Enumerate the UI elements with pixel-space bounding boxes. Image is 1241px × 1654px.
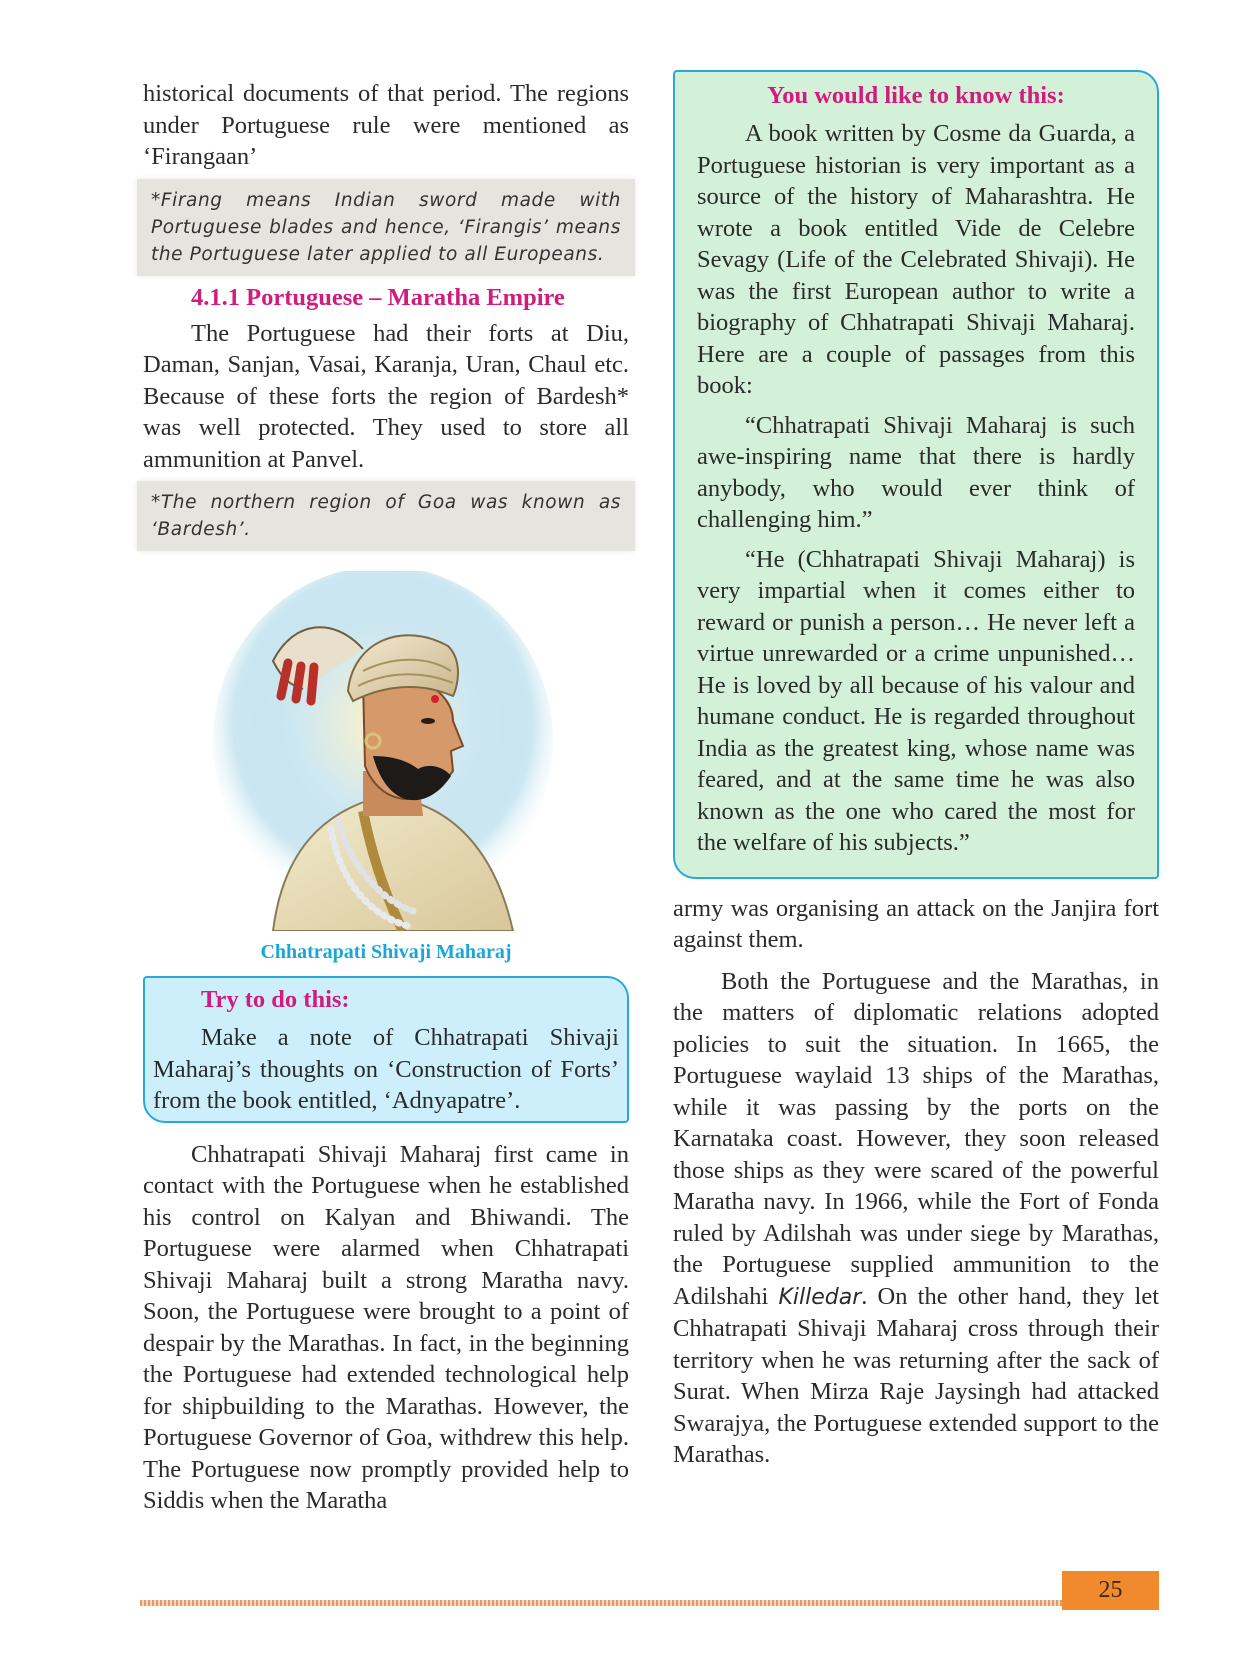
left-column (143, 78, 629, 1517)
right-column (673, 78, 1159, 1471)
know-box-paragraph-1: A book written by Cosme da Guarda, a Portuguese historian is very important as a source of the history of Maharashtra. He wrote a book entitled Vide de Celebre Sevagy (Life of the Celebrated Shivaji). He was the first European author to write a biography of Chhatrapati Shivaji Maharaj. Here are a couple of passages from this book: (697, 120, 1135, 399)
know-box-quote-1: “Chhatrapati Shivaji Maharaj is such awe-inspiring name that there is hardly anybody, who would ever think of challenging him.” (697, 411, 1135, 533)
portrait-figure (143, 571, 629, 931)
paragraph-forts: The Portuguese had their forts at Diu, Daman, Sanjan, Vasai, Karanja, Uran, Chaul etc. Because of these forts the region of Bardesh* was well protected. They used to store all ammunition at Panvel. (143, 319, 629, 473)
try-box-text: Make a note of Chhatrapati Shivaji Maharaj’s thoughts on ‘Construction of Forts’ from the book entitled, ‘Adnyapatre’. (153, 1024, 619, 1114)
footnote-firang: *Firang means Indian sword made with Portuguese blades and hence, ‘Firangis’ means the Portuguese later applied to all Europeans. (137, 179, 635, 276)
diplomacy-text-end: . On the other hand, they let Chhatrapati Shivaji Maharaj cross through their territory when he was returning after the sack of Surat. When Mirza Raje Jaysingh had attacked Swarajya, the Portuguese extended support to the Marathas. (673, 1282, 1159, 1468)
know-box-quote-2: “He (Chhatrapati Shivaji Maharaj) is very impartial when it comes either to reward or punish a person… He never left a virtue unrewarded or a crime unpunished… He is loved by all because of his valour and humane conduct. He is regarded throughout India as the greatest king, whose name was feared, and at the same time he was also known as the one who cared the most for the welfare of his subjects.” (697, 545, 1135, 856)
footer-rule (140, 1600, 1062, 1606)
shivaji-portrait-illustration (213, 571, 553, 931)
know-this-box (673, 70, 1159, 879)
paragraph-contact: Chhatrapati Shivaji Maharaj first came in contact with the Portuguese when he established his control on Kalyan and Bhiwandi. The Portuguese were alarmed when Chhatrapati Shivaji Maharaj built a strong Maratha navy. Soon, the Portuguese were brought to a point of despair by the Marathas. In fact, in the beginning the Portuguese had extended technological help for shipbuilding to the Marathas. However, the Portuguese Governor of Goa, withdrew this help. The Portuguese now promptly provided help to Siddis when the Maratha (143, 1140, 629, 1514)
paragraph-janjira: army was organising an attack on the Janjira fort against them. (673, 894, 1159, 953)
try-to-do-box (143, 976, 629, 1123)
term-killedar: Killedar (778, 1284, 862, 1310)
try-box-title: Try to do this: (201, 986, 350, 1013)
portrait-caption: Chhatrapati Shivaji Maharaj (260, 941, 512, 963)
footnote-bardesh: *The northern region of Goa was known as ‘Bardesh’. (137, 481, 635, 551)
page-number: 25 (1062, 1571, 1159, 1610)
know-box-title: You would like to know this: (767, 82, 1065, 109)
paragraph-diplomacy (673, 966, 1159, 1471)
diplomacy-text-start: Both the Portuguese and the Marathas, in the matters of diplomatic relations adopted policies to suit the situation. In 1665, the Portuguese waylaid 13 ships of the Marathas, while it was passing by the ports on the Karnataka coast. However, they soon released those ships as they were scared of the powerful Maratha navy. In 1966, while the Fort of Fonda ruled by Adilshah was under siege by Marathas, the Portuguese supplied ammunition to the Adilshahi (673, 967, 1159, 1310)
section-heading: 4.1.1 Portuguese – Maratha Empire (191, 283, 565, 311)
paragraph-intro: historical documents of that period. The regions under Portuguese rule were mentioned as ‘Firangaan’ (143, 80, 629, 170)
